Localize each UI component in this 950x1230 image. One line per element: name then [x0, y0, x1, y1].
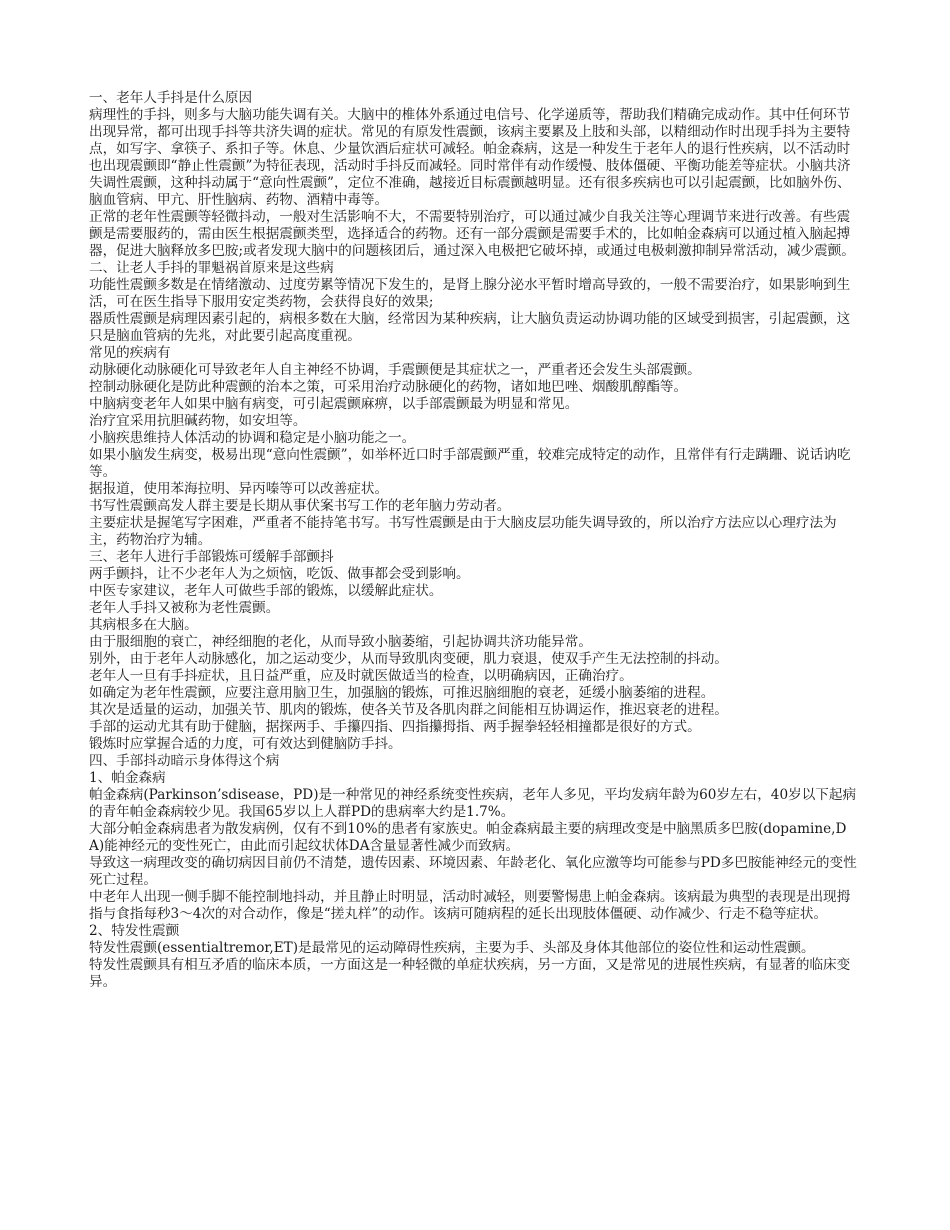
paragraph: 锻炼时应掌握合适的力度，可有效达到健脑防手抖。 — [89, 736, 402, 752]
paragraph: 别外，由于老年人动脉感化，加之运动变少，从而导致肌肉变硬，肌力衰退，使双手产生无法控制的抖动。 — [89, 651, 728, 667]
paragraph: 治疗宜采用抗胆碱药物，如安坦等。 — [89, 413, 307, 429]
paragraph: 特发性震颤具有相互矛盾的临床本质，一方面这是一种轻微的单症状疾病，另一方面，又是常见的进展性疾病，有显著的临床变异。 — [89, 957, 851, 990]
paragraph: 大部分帕金森病患者为散发病例，仅有不到10%的患者有家族史。帕金森病最主要的病理改变是中脑黑质多巴胺(dopamine,DA)能神经元的变性死亡，由此而引起纹状体DA含量显著性减少而致病。 — [89, 821, 847, 854]
paragraph: 帕金森病(Parkinson’sdisease，PD)是一种常见的神经系统变性疾病，老年人多见，平均发病年龄为60岁左右，40岁以下起病的青年帕金森病较少见。我国65岁以上人群PD的患病率大约是1.7%。 — [89, 787, 857, 820]
section-heading-3: 三、老年人进行手部锻炼可缓解手部颤抖 — [89, 549, 334, 565]
paragraph: 病理性的手抖，则多与大脑功能失调有关。大脑中的椎体外系通过电信号、化学递质等，帮助我们精确完成动作。其中任何环节出现异常，都可出现手抖等共济失调的症状。常见的有原发性震颤，该病主要累及上肢和头部，以精细动作时出现手抖为主要特点，如写字、拿筷子、系扣子等。休息、少量饮酒后症状可减轻。帕金森病，这是一种发生于老年人的退行性疾病，以不活动时也出现震颤即“静止性震颤”为特征表现，活动时手抖反而减轻。同时常伴有动作缓慢、肢体僵硬、平衡功能差等症状。小脑共济失调性震颤，这种抖动属于“意向性震颤”，定位不准确，越接近目标震颤越明显。还有很多疾病也可以引起震颤，比如脑外伤、脑血管病、甲亢、肝性脑病、药物、酒精中毒等。 — [89, 107, 851, 208]
paragraph: 两手颤抖，让不少老年人为之烦恼，吃饭、做事都会受到影响。 — [89, 566, 470, 582]
paragraph: 正常的老年性震颤等轻微抖动，一般对生活影响不大，不需要特别治疗，可以通过减少自我关注等心理调节来进行改善。有些震颤是需要服药的，需由医生根据震颤类型，选择适合的药物。还有一部分震颤是需要手术的，比如帕金森病可以通过植入脑起搏器，促进大脑释放多巴胺;或者发现大脑中的问题核团后，通过深入电极把它破坏掉，或通过电极刺激抑制异常活动，减少震颤。 — [89, 209, 855, 259]
paragraph: 老年人手抖又被称为老性震颤。 — [89, 600, 280, 616]
paragraph: 控制动脉硬化是防此种震颤的治本之策，可采用治疗动脉硬化的药物，诸如地巴唑、烟酸肌醇酯等。 — [89, 379, 688, 395]
paragraph: 特发性震颤(essentialtremor,ET)是最常见的运动障碍性疾病，主要为手、头部及身体其他部位的姿位性和运动性震颤。 — [89, 940, 815, 956]
paragraph: 手部的运动尤其有助于健脑，据探两手、手攥四指、四指攥拇指、两手握拳轻轻相撞都是很好的方式。 — [89, 719, 701, 735]
paragraph: 中老年人出现一侧手脚不能控制地抖动，并且静止时明显，活动时减轻，则要警惕患上帕金森病。该病最为典型的表现是出现拇指与食指每秒3～4次的对合动作，像是“搓丸样”的动作。该病可随病程的延长出现肢体僵硬、动作减少、行走不稳等症状。 — [89, 889, 851, 922]
section-heading-4: 四、手部抖动暗示身体得这个病 — [89, 753, 280, 769]
section-heading-2: 二、让老人手抖的罪魁祸首原来是这些病 — [89, 260, 334, 276]
paragraph: 器质性震颤是病理因素引起的，病根多数在大脑，经常因为某种疾病，让大脑负责运动协调功能的区域受到损害，引起震颤，这只是脑血管病的先兆，对此要引起高度重视。 — [89, 311, 851, 344]
paragraph: 据报道，使用苯海拉明、异丙嗪等可以改善症状。 — [89, 481, 389, 497]
paragraph: 如果小脑发生病变，极易出现“意向性震颤”，如举杯近口时手部震颤严重，较难完成特定的动作，且常伴有行走蹒跚、说话讷吃等。 — [89, 447, 851, 480]
section-heading-1: 一、老年人手抖是什么原因 — [89, 90, 253, 106]
paragraph: 中医专家建议，老年人可做些手部的锻炼，以缓解此症状。 — [89, 583, 443, 599]
paragraph: 小脑疾患维持人体活动的协调和稳定是小脑功能之一。 — [89, 430, 416, 446]
paragraph: 如确定为老年性震颤，应要注意用脑卫生，加强脑的锻炼，可推迟脑细胞的衰老，延缓小脑萎缩的进程。 — [89, 685, 715, 701]
paragraph: 其病根多在大脑。 — [89, 617, 198, 633]
subheading-common-diseases: 常见的疾病有 — [89, 345, 171, 361]
paragraph: 导致这一病理改变的确切病因目前仍不清楚，遗传因素、环境因素、年龄老化、氧化应激等均可能参与PD多巴胺能神经元的变性死亡过程。 — [89, 855, 857, 888]
paragraph: 由于服细胞的衰亡，神经细胞的老化，从而导致小脑萎缩，引起协调共济功能异常。 — [89, 634, 592, 650]
paragraph: 其次是适量的运动，加强关节、肌肉的锻炼，使各关节及各肌肉群之间能相互协调运作，推迟衰老的进程。 — [89, 702, 728, 718]
paragraph: 中脑病变老年人如果中脑有病变，可引起震颤麻痹，以手部震颤最为明显和常见。 — [89, 396, 579, 412]
paragraph: 主要症状是握笔写字困难，严重者不能持笔书写。书写性震颤是由于大脑皮层功能失调导致的，所以治疗方法应以心理疗法为主，药物治疗为辅。 — [89, 515, 837, 548]
subheading-parkinsons: 1、帕金森病 — [89, 770, 166, 786]
paragraph: 老年人一旦有手抖症状，且日益严重，应及时就医做适当的检查，以明确病因，正确治疗。 — [89, 668, 633, 684]
paragraph: 功能性震颤多数是在情绪激动、过度劳累等情况下发生的，是肾上腺分泌水平暂时增高导致的，一般不需要治疗，如果影响到生活，可在医生指导下服用安定类药物，会获得良好的效果; — [89, 277, 851, 310]
paragraph: 书写性震颤高发人群主要是长期从事伏案书写工作的老年脑力劳动者。 — [89, 498, 511, 514]
subheading-essential-tremor: 2、特发性震颤 — [89, 923, 180, 939]
paragraph: 动脉硬化动脉硬化可导致老年人自主神经不协调，手震颤便是其症状之一，严重者还会发生头部震颤。 — [89, 362, 701, 378]
document-body — [89, 90, 861, 991]
